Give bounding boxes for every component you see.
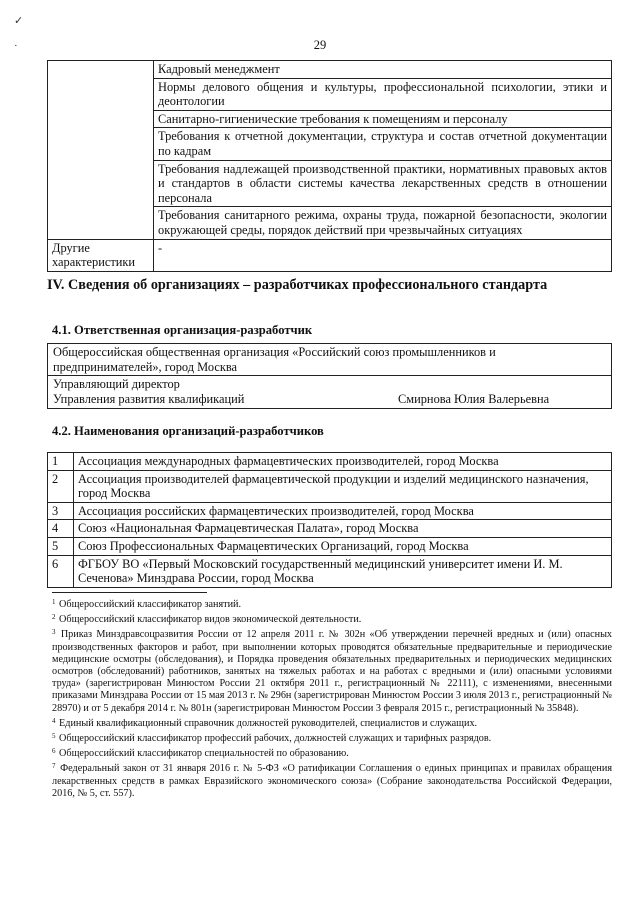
footnote-text: Федеральный закон от 31 января 2016 г. № 5-ФЗ «О ратификации Соглашения о единых принципах и правилах обращения лекарственных средств в рамках Евразийского экономического союза» (Собрание законодательства Российской Федерации, 2016, № 5, ст. 557).	[52, 763, 613, 799]
section-title: IV. Сведения об организациях – разработчиках профессионального стандарта	[47, 277, 548, 293]
table-row	[48, 520, 612, 538]
director-department: Управления развития квалификаций	[53, 391, 245, 406]
developer-name: Ассоциация международных фармацевтических производителей, город Москва	[74, 453, 612, 471]
footnote-number: 4	[52, 716, 56, 725]
footnote-text: Общероссийский классификатор занятий.	[59, 599, 242, 610]
table-row	[48, 376, 612, 409]
responsible-org-name: Общероссийская общественная организация «Российский союз промышленников и предпринимателей», город Москва	[48, 344, 612, 376]
table-cell: Требования к отчетной документации, структура и состав отчетной документации по кадрам	[154, 128, 612, 160]
director-name: Смирнова Юлия Валерьевна	[398, 391, 550, 406]
other-characteristics-value: -	[154, 239, 612, 271]
footnote	[52, 715, 612, 730]
table-cell: Нормы делового общения и культуры, профессиональной психологии, этики и деонтологии	[154, 78, 612, 110]
footnote-divider	[52, 592, 207, 593]
footnote-number: 3	[52, 628, 56, 637]
table-cell: Кадровый менеджмент	[154, 61, 612, 79]
footnote-text: Приказ Минздравсоцразвития России от 12 апреля 2011 г. № 302н «Об утверждении перечней вредных и (или) опасных производственных факторов и работ, при выполнении которых проводятся обязательные предварительные и периодические медицинские осмотры (обследования), и Порядка проведения обязательных предварительных и периодических медицинских осмотров (обследований) работников, занятых на тяжелых работах и на работах с вредными и (или) опасными условиями труда» (зарегистрирован Минюстом России 21 октября 2011 г., регистрационный № 22111), с изменениями, внесенными приказами Минздрава России от 15 мая 2013 г. № 296н (зарегистрирован Минюстом России 3 июля 2013 г., регистрационный № 28970) и от 5 декабря 2014 г. № 801н (зарегистрирован Минюстом России 3 февраля 2015 г., регистрационный № 35848).	[52, 629, 613, 714]
page-number: 29	[313, 38, 327, 52]
table-row	[48, 453, 612, 471]
footnote-number: 6	[52, 747, 56, 756]
responsible-org-table	[47, 343, 612, 409]
row-number: 5	[48, 537, 74, 555]
other-characteristics-label: Другие характеристики	[48, 239, 154, 271]
footnote	[52, 596, 612, 611]
footnote	[52, 611, 612, 626]
footnote-text: Единый квалификационный справочник должностей руководителей, специалистов и служащих.	[59, 717, 478, 729]
director-cell	[48, 376, 612, 409]
table-cell: Требования санитарного режима, охраны труда, пожарной безопасности, экологии окружающей среды, порядок действий при чрезвычайных ситуациях	[154, 207, 612, 239]
table-row	[48, 502, 612, 520]
competency-table	[47, 60, 612, 272]
row-number: 4	[48, 520, 74, 538]
table-row	[48, 537, 612, 555]
row-number: 6	[48, 555, 74, 587]
developer-name: Ассоциация производителей фармацевтической продукции и изделий медицинского назначения, город Москва	[74, 470, 612, 502]
table-row	[48, 470, 612, 502]
developer-name: Союз «Национальная Фармацевтическая Палата», город Москва	[74, 520, 612, 538]
table-row	[48, 239, 612, 271]
table-cell: Требования надлежащей производственной практики, нормативных правовых актов и стандартов в области системы качества лекарственных средств в отношении персонала	[154, 160, 612, 207]
footnote-number: 7	[52, 762, 56, 771]
table-row	[48, 555, 612, 587]
row-number: 3	[48, 502, 74, 520]
subsection-heading-developers: 4.2. Наименования организаций-разработчиков	[52, 424, 324, 438]
director-position-line	[53, 392, 606, 407]
footnote-text: Общероссийский классификатор профессий рабочих, должностей служащих и тарифных разрядов.	[59, 733, 492, 745]
table-row	[48, 61, 612, 79]
footnote-text: Общероссийский классификатор видов экономической деятельности.	[59, 614, 362, 626]
table-cell: Санитарно-гигиенические требования к помещениям и персоналу	[154, 110, 612, 128]
footnote	[52, 745, 612, 760]
margin-mark: ✓	[14, 15, 24, 27]
developer-name: ФГБОУ ВО «Первый Московский государственный медицинский университет имени И. М. Сеченова» Минздрава России, город Москва	[74, 555, 612, 587]
row-number: 2	[48, 470, 74, 502]
row-number: 1	[48, 453, 74, 471]
table-row	[48, 344, 612, 376]
margin-mark: ·	[14, 40, 18, 52]
footnote-text: Общероссийский классификатор специальностей по образованию.	[59, 748, 349, 760]
developers-table	[47, 452, 612, 588]
footnote	[52, 626, 612, 714]
subsection-heading-responsible: 4.1. Ответственная организация-разработчик	[52, 323, 313, 337]
director-position: Управляющий директор	[53, 377, 180, 392]
footnote-number: 5	[52, 732, 56, 741]
footnote-number: 2	[52, 613, 56, 622]
table-cell-empty	[48, 61, 154, 240]
footnote	[52, 730, 612, 745]
footnote	[52, 760, 612, 800]
developer-name: Ассоциация российских фармацевтических производителей, город Москва	[74, 502, 612, 520]
footnote-number: 1	[52, 598, 56, 606]
developer-name: Союз Профессиональных Фармацевтических Организаций, город Москва	[74, 537, 612, 555]
footnotes	[52, 596, 612, 800]
